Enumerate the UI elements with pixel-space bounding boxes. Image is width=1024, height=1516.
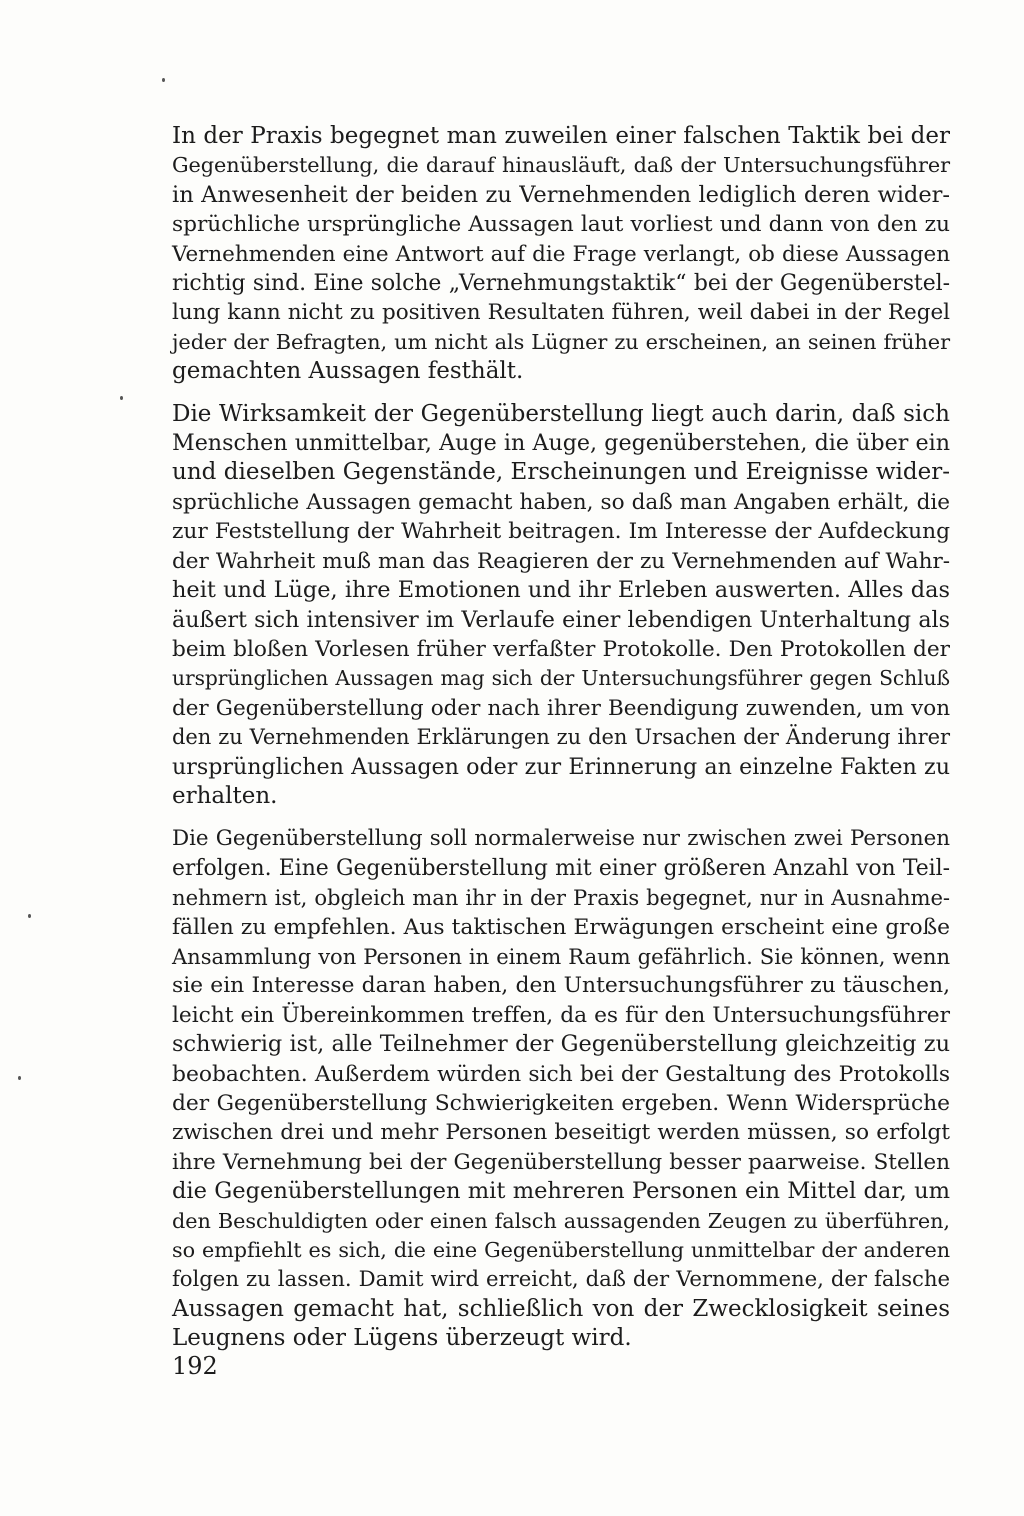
text-line: so empfiehlt es sich, die eine Gegenüberstellung unmittelbar der anderen [172, 1238, 950, 1263]
paper-speck [120, 396, 123, 400]
text-line: beim bloßen Vorlesen früher verfaßter Protokolle. Den Protokollen der [172, 636, 950, 662]
text-line: lung kann nicht zu positiven Resultaten führen, weil dabei in der Regel [172, 300, 950, 326]
text-line: beobachten. Außerdem würden sich bei der Gestaltung des Protokolls [172, 1061, 950, 1087]
text-line: Gegenüberstellung, die darauf hinausläuft, daß der Untersuchungsführer [172, 153, 950, 178]
text-line: sprüchliche ursprüngliche Aussagen laut vorliest und dann von den zu [172, 212, 950, 238]
text-line: schwierig ist, alle Teilnehmer der Gegenüberstellung gleichzeitig zu [172, 1031, 950, 1058]
text-line: Aussagen gemacht hat, schließlich von der Zwecklosigkeit seines [172, 1295, 950, 1322]
paper-speck [162, 78, 165, 82]
text-line: Leugnens oder Lügens überzeugt wird. [172, 1325, 632, 1352]
paper-speck [28, 914, 31, 918]
text-line: folgen zu lassen. Damit wird erreicht, daß der Vernommene, der falsche [172, 1267, 950, 1293]
text-line: ihre Vernehmung bei der Gegenüberstellung besser paarweise. Stellen [172, 1149, 950, 1175]
text-line: zwischen drei und mehr Personen beseitigt werden müssen, so erfolgt [172, 1120, 950, 1146]
text-line: nehmern ist, obgleich man ihr in der Praxis begegnet, nur in Ausnahme- [172, 885, 950, 911]
text-line: in Anwesenheit der beiden zu Vernehmenden lediglich deren wider- [172, 181, 950, 208]
text-line: erhalten. [172, 782, 278, 809]
text-line: und dieselben Gegenstände, Erscheinungen und Ereignisse wider- [172, 459, 950, 486]
text-line: sie ein Interesse daran haben, den Untersuchungsführer zu täuschen, [172, 973, 950, 999]
text-line: äußert sich intensiver im Verlaufe einer lebendigen Unterhaltung als [172, 606, 950, 633]
text-line: jeder der Befragten, um nicht als Lügner zu erscheinen, an seinen früher [172, 329, 950, 354]
text-line: Die Wirksamkeit der Gegenüberstellung liegt auch darin, daß sich [172, 400, 950, 427]
text-line: Vernehmenden eine Antwort auf die Frage verlangt, ob diese Aussagen [172, 241, 950, 267]
text-line: den Beschuldigten oder einen falsch aussagenden Zeugen zu überführen, [172, 1208, 950, 1233]
text-line: richtig sind. Eine solche „Vernehmungstaktik“ bei der Gegenüberstel- [172, 271, 950, 297]
text-line: der Wahrheit muß man das Reagieren der zu Vernehmenden auf Wahr- [172, 548, 950, 574]
paragraph-1 [172, 122, 950, 387]
text-line: heit und Lüge, ihre Emotionen und ihr Erleben auswerten. Alles das [172, 577, 950, 604]
text-line: zur Feststellung der Wahrheit beitragen. Im Interesse der Aufdeckung [172, 519, 950, 545]
text-line: erfolgen. Eine Gegenüberstellung mit einer größeren Anzahl von Teil- [172, 855, 950, 881]
text-line: ursprünglichen Aussagen mag sich der Untersuchungsführer gegen Schluß [172, 666, 950, 691]
text-line: ursprünglichen Aussagen oder zur Erinnerung an einzelne Fakten zu [172, 753, 950, 780]
text-line: Menschen unmittelbar, Auge in Auge, gegenüberstehen, die über ein [172, 430, 950, 457]
text-line: Ansammlung von Personen in einem Raum gefährlich. Sie können, wenn [172, 943, 950, 969]
text-line: den zu Vernehmenden Erklärungen zu den Ursachen der Änderung ihrer [172, 725, 950, 750]
paragraph-2 [172, 400, 950, 812]
paper-speck [18, 1076, 21, 1080]
text-line: fällen zu empfehlen. Aus taktischen Erwägungen erscheint eine große [172, 914, 950, 940]
text-line: leicht ein Übereinkommen treffen, da es für den Untersuchungsführer [172, 1002, 950, 1028]
text-line: der Gegenüberstellung oder nach ihrer Beendigung zuwenden, um von [172, 695, 950, 721]
text-line: der Gegenüberstellung Schwierigkeiten ergeben. Wenn Widersprüche [172, 1091, 950, 1116]
page-number: 192 [172, 1352, 218, 1380]
text-line: In der Praxis begegnet man zuweilen einer falschen Taktik bei der [172, 123, 950, 149]
text-line: gemachten Aussagen festhält. [172, 358, 524, 385]
text-line: sprüchliche Aussagen gemacht haben, so daß man Angaben erhält, die [172, 489, 950, 515]
body-text [172, 122, 950, 1354]
paragraph-3 [172, 824, 950, 1353]
text-line: Die Gegenüberstellung soll normalerweise nur zwischen zwei Personen [172, 826, 950, 852]
text-line: die Gegenüberstellungen mit mehreren Personen ein Mittel dar, um [172, 1178, 950, 1205]
